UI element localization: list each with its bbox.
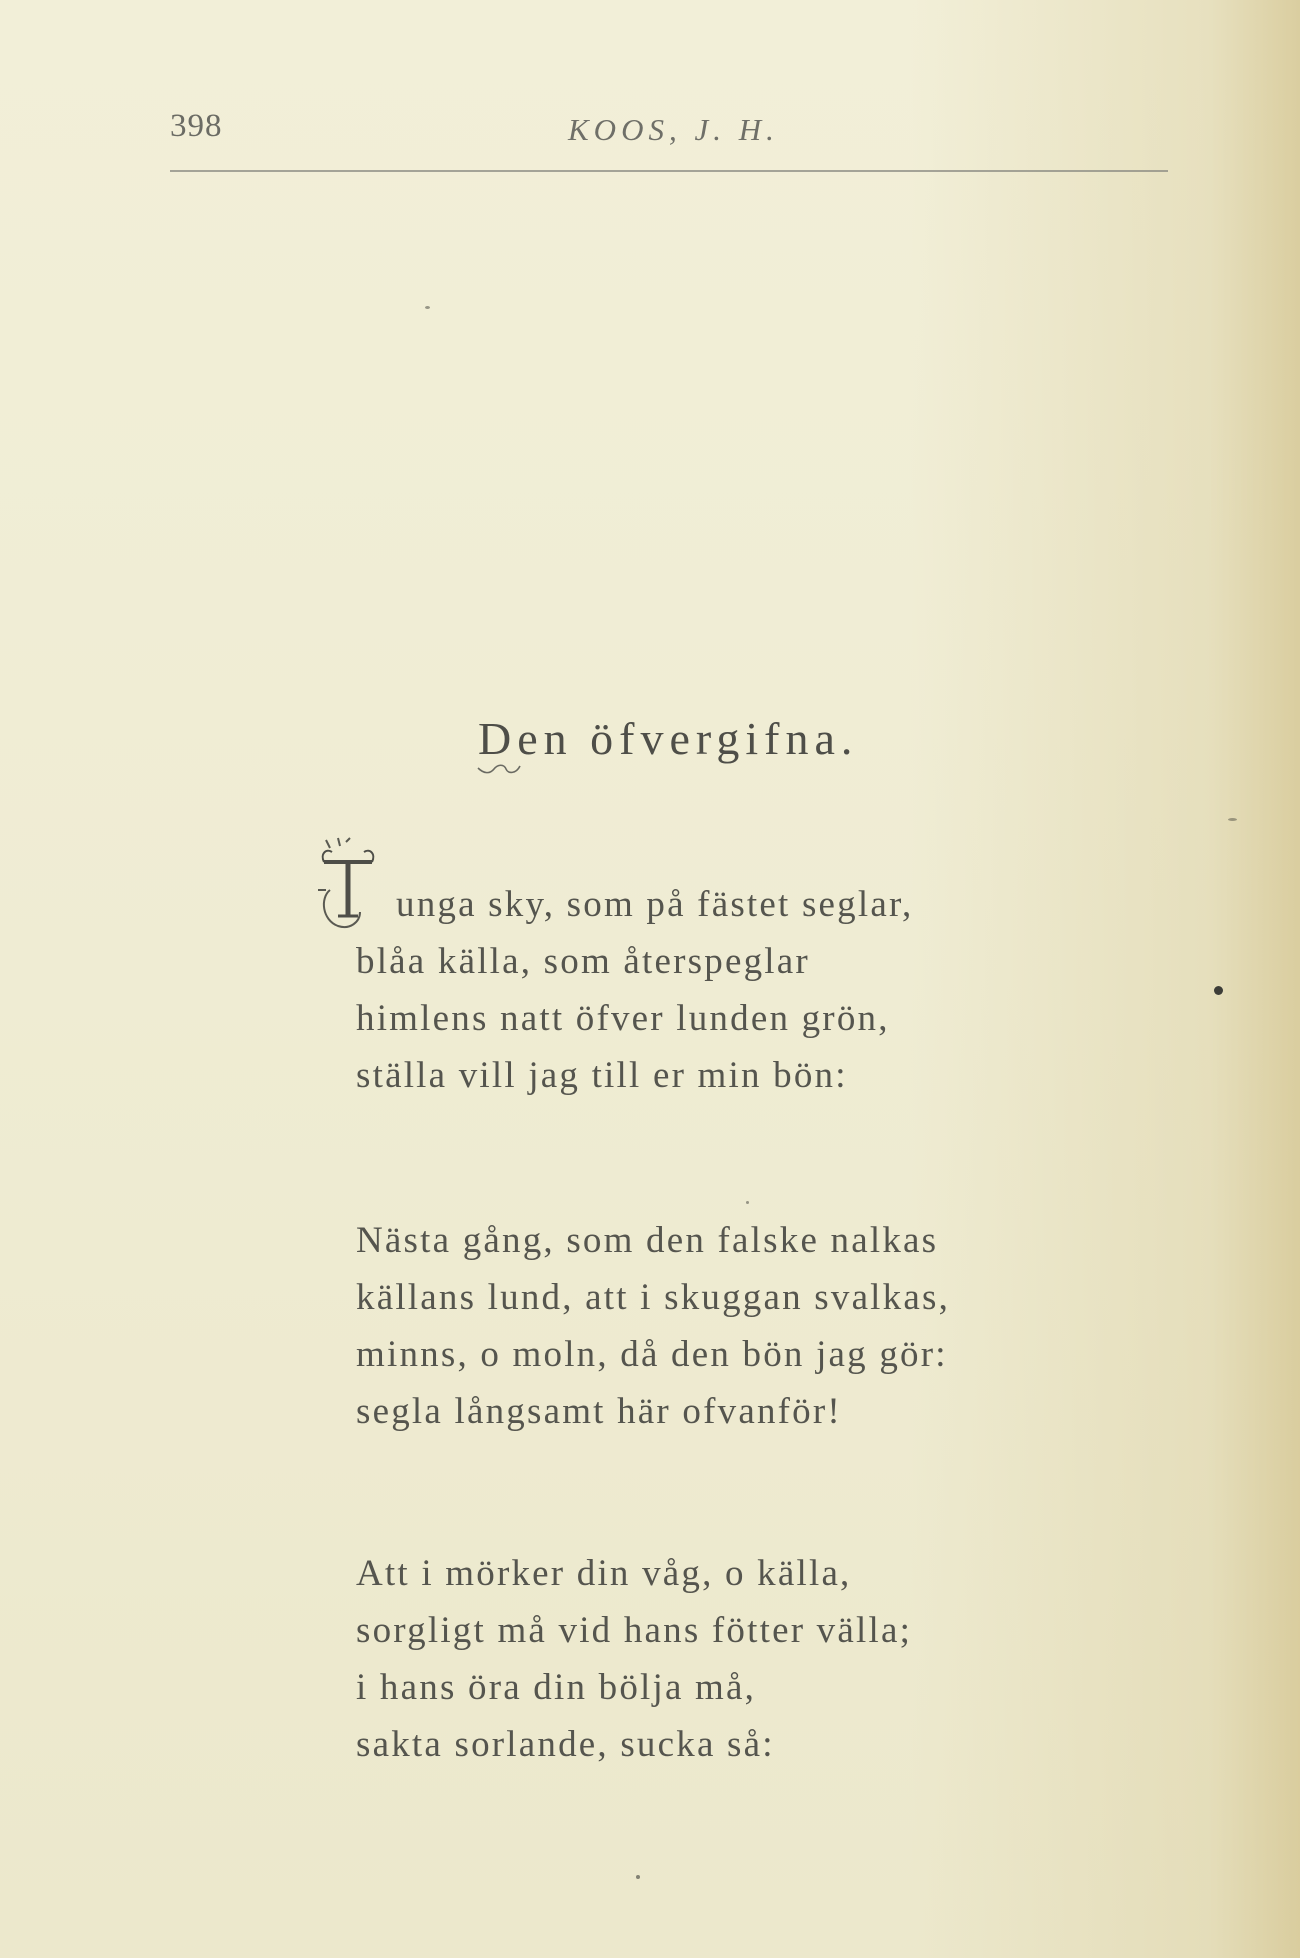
verse-line: Att i mörker din våg, o källa,: [356, 1553, 852, 1594]
verse-line: källans lund, att i skuggan svalkas,: [356, 1277, 951, 1318]
verse-line: sorgligt må vid hans fötter välla;: [356, 1610, 913, 1651]
stanza-3: [356, 1545, 912, 1773]
verse-line: himlens natt öfver lunden grön,: [356, 998, 890, 1039]
ink-speck: [425, 306, 430, 309]
verse-line: ställa vill jag till er min bön:: [356, 1055, 848, 1096]
page-number: 398: [170, 108, 223, 144]
stanza-1: [356, 876, 913, 1104]
ink-speck: [746, 1201, 749, 1204]
ink-speck: [1214, 986, 1223, 995]
verse-line: segla långsamt här ofvanför!: [356, 1391, 842, 1432]
verse-line: minns, o moln, då den bön jag gör:: [356, 1334, 948, 1375]
ink-speck: [636, 1875, 640, 1879]
title-flourish-ornament: [476, 762, 522, 776]
verse-line: sakta sorlande, sucka så:: [356, 1724, 775, 1765]
poem-title: Den öfvergifna.: [478, 713, 859, 764]
verse-line: Nästa gång, som den falske nalkas: [356, 1220, 939, 1261]
verse-line: blåa källa, som återspeglar: [356, 941, 810, 982]
header-rule: [170, 170, 1168, 172]
stanza-2: [356, 1212, 950, 1440]
running-head: KOOS, J. H.: [568, 112, 779, 147]
ink-speck: [1228, 818, 1237, 821]
verse-line: unga sky, som på fästet seglar,: [396, 884, 914, 925]
verse-line: i hans öra din bölja må,: [356, 1667, 757, 1708]
